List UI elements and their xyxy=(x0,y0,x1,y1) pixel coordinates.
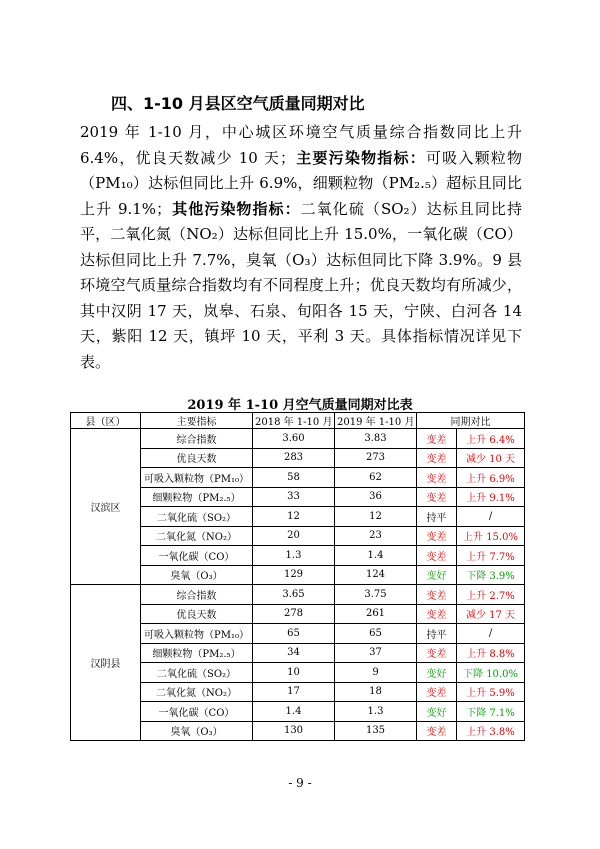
value-2018-cell: 130 xyxy=(253,721,335,741)
header-indicator: 主要指标 xyxy=(141,413,253,429)
status-cell: 变差 xyxy=(417,546,457,566)
header-2018: 2018 年 1-10 月 xyxy=(253,413,335,429)
change-cell: 减少 10 天 xyxy=(457,448,525,468)
value-2019-cell: 62 xyxy=(335,468,417,488)
value-2018-cell: 12 xyxy=(253,507,335,527)
value-2019-cell: 3.75 xyxy=(335,585,417,605)
table-body xyxy=(71,429,525,741)
value-2019-cell: 65 xyxy=(335,624,417,644)
status-cell: 变差 xyxy=(417,721,457,741)
value-2019-cell: 3.83 xyxy=(335,429,417,449)
indicator-cell: 臭氧（O₃） xyxy=(141,721,253,741)
paragraph-text-2: 可吸入颗粒物（PM₁₀）达标但同比上升 6.9%，细颗粒物（PM₂.₅）超标且同比上升 9.1%； xyxy=(80,148,522,218)
indicator-cell: 综合指数 xyxy=(141,429,253,449)
header-2019: 2019 年 1-10 月 xyxy=(335,413,417,429)
indicator-cell: 臭氧（O₃） xyxy=(141,565,253,585)
status-cell: 变差 xyxy=(417,585,457,605)
value-2019-cell: 9 xyxy=(335,663,417,683)
table-row xyxy=(71,429,525,449)
status-cell: 变好 xyxy=(417,702,457,722)
value-2019-cell: 124 xyxy=(335,565,417,585)
value-2018-cell: 20 xyxy=(253,526,335,546)
value-2018-cell: 17 xyxy=(253,682,335,702)
value-2018-cell: 278 xyxy=(253,604,335,624)
change-cell: 上升 3.8% xyxy=(457,721,525,741)
value-2019-cell: 261 xyxy=(335,604,417,624)
header-comparison: 同期对比 xyxy=(417,413,525,429)
value-2019-cell: 12 xyxy=(335,507,417,527)
table-title: 2019 年 1-10 月空气质量同期对比表 xyxy=(187,398,413,413)
indicator-cell: 优良天数 xyxy=(141,604,253,624)
change-cell: 下降 7.1% xyxy=(457,702,525,722)
status-cell: 变差 xyxy=(417,643,457,663)
status-cell: 变好 xyxy=(417,663,457,683)
value-2018-cell: 58 xyxy=(253,468,335,488)
value-2019-cell: 135 xyxy=(335,721,417,741)
section-heading: 四、1-10 月县区空气质量同期对比 xyxy=(111,94,365,113)
comparison-table xyxy=(70,412,525,741)
value-2018-cell: 283 xyxy=(253,448,335,468)
indicator-cell: 可吸入颗粒物（PM₁₀） xyxy=(141,468,253,488)
change-cell: 下降 10.0% xyxy=(457,663,525,683)
paragraph-text-3: 二氧化硫（SO₂）达标且同比持平，二氧化氮（NO₂）达标但同比上升 15.0%，一氧化碳（CO）达标但同比上升 7.7%，臭氧（O₃）达标但同比下降 3.9%。9 县环境空气质量综合指数均有不同程度上升；优良天数均有所减少，其中汉阴 17 天，岚皋、石泉、旬阳各 15 天，宁陕、白河各 14 天，紫阳 12 天，镇坪 10 天，平利 3 天。具体指标情况详见下表。 xyxy=(80,199,522,371)
value-2019-cell: 1.3 xyxy=(335,702,417,722)
change-cell: 上升 7.7% xyxy=(457,546,525,566)
value-2019-cell: 37 xyxy=(335,643,417,663)
change-cell: 上升 5.9% xyxy=(457,682,525,702)
indicator-cell: 优良天数 xyxy=(141,448,253,468)
change-cell: / xyxy=(457,624,525,644)
value-2018-cell: 3.60 xyxy=(253,429,335,449)
table-header-row xyxy=(71,413,525,429)
change-cell: 上升 2.7% xyxy=(457,585,525,605)
county-cell: 汉阴县 xyxy=(71,585,141,741)
value-2018-cell: 10 xyxy=(253,663,335,683)
status-cell: 变差 xyxy=(417,526,457,546)
county-cell: 汉滨区 xyxy=(71,429,141,585)
indicator-cell: 细颗粒物（PM₂.₅） xyxy=(141,643,253,663)
value-2018-cell: 1.4 xyxy=(253,702,335,722)
paragraph-bold-1: 主要污染物指标： xyxy=(295,148,426,167)
indicator-cell: 综合指数 xyxy=(141,585,253,605)
change-cell: 上升 6.4% xyxy=(457,429,525,449)
change-cell: 上升 6.9% xyxy=(457,468,525,488)
status-cell: 持平 xyxy=(417,624,457,644)
change-cell: 上升 9.1% xyxy=(457,487,525,507)
header-county: 县（区） xyxy=(71,413,141,429)
indicator-cell: 二氧化氮（NO₂） xyxy=(141,682,253,702)
paragraph-bold-2: 其他污染物指标： xyxy=(171,199,301,218)
status-cell: 变差 xyxy=(417,682,457,702)
status-cell: 变差 xyxy=(417,604,457,624)
value-2019-cell: 1.4 xyxy=(335,546,417,566)
change-cell: / xyxy=(457,507,525,527)
indicator-cell: 细颗粒物（PM₂.₅） xyxy=(141,487,253,507)
indicator-cell: 二氧化硫（SO₂） xyxy=(141,507,253,527)
table-row xyxy=(71,585,525,605)
change-cell: 减少 17 天 xyxy=(457,604,525,624)
change-cell: 下降 3.9% xyxy=(457,565,525,585)
value-2018-cell: 33 xyxy=(253,487,335,507)
value-2019-cell: 36 xyxy=(335,487,417,507)
value-2018-cell: 65 xyxy=(253,624,335,644)
indicator-cell: 一氧化碳（CO） xyxy=(141,546,253,566)
indicator-cell: 一氧化碳（CO） xyxy=(141,702,253,722)
indicator-cell: 二氧化氮（NO₂） xyxy=(141,526,253,546)
value-2018-cell: 34 xyxy=(253,643,335,663)
body-paragraph xyxy=(80,120,522,375)
paragraph-text-1: 2019 年 1-10 月，中心城区环境空气质量综合指数同比上升 6.4%，优良天数减少 10 天； xyxy=(80,123,522,167)
change-cell: 上升 8.8% xyxy=(457,643,525,663)
status-cell: 变差 xyxy=(417,448,457,468)
status-cell: 变差 xyxy=(417,487,457,507)
value-2018-cell: 3.65 xyxy=(253,585,335,605)
status-cell: 变好 xyxy=(417,565,457,585)
value-2018-cell: 129 xyxy=(253,565,335,585)
value-2019-cell: 273 xyxy=(335,448,417,468)
status-cell: 变差 xyxy=(417,468,457,488)
value-2019-cell: 18 xyxy=(335,682,417,702)
value-2019-cell: 23 xyxy=(335,526,417,546)
status-cell: 变差 xyxy=(417,429,457,449)
change-cell: 上升 15.0% xyxy=(457,526,525,546)
value-2018-cell: 1.3 xyxy=(253,546,335,566)
page-number: - 9 - xyxy=(288,776,312,790)
indicator-cell: 可吸入颗粒物（PM₁₀） xyxy=(141,624,253,644)
status-cell: 持平 xyxy=(417,507,457,527)
indicator-cell: 二氧化硫（SO₂） xyxy=(141,663,253,683)
